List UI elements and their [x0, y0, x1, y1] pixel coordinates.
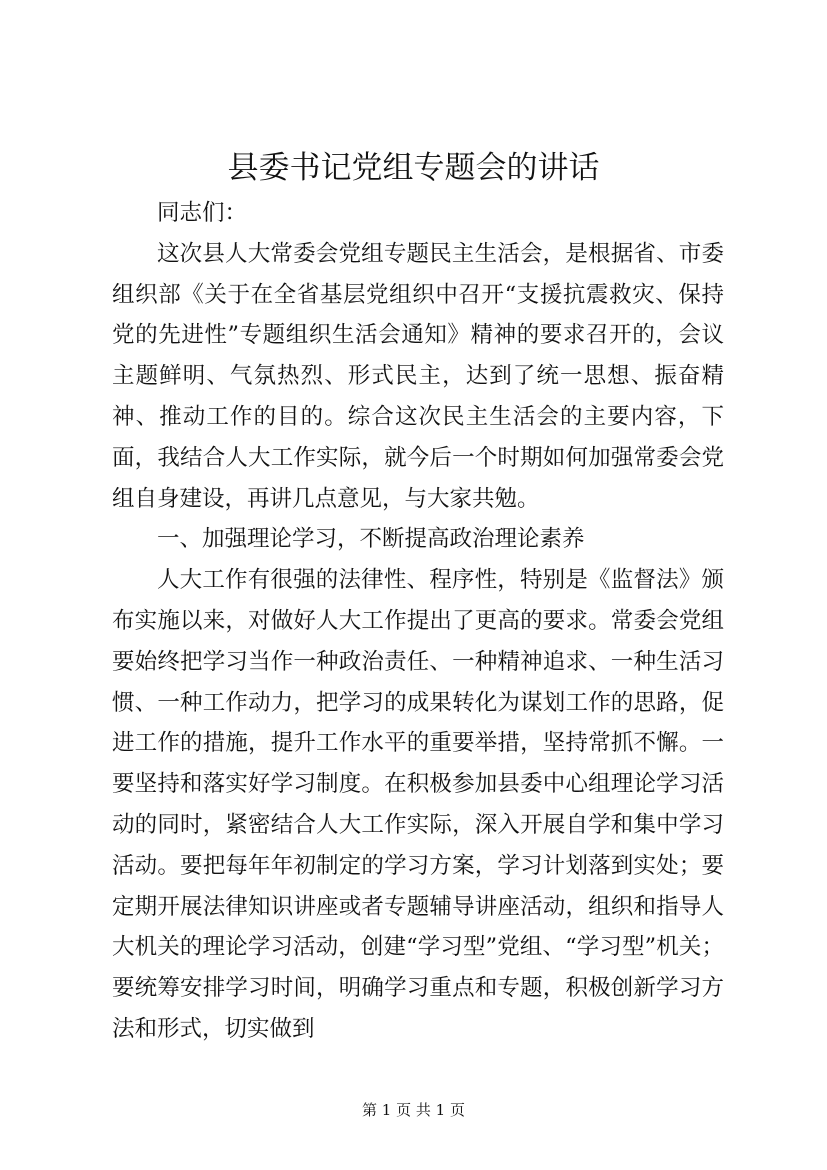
page-footer: 第 1 页 共 1 页: [362, 1101, 465, 1119]
section-paragraph: 人大工作有很强的法律性、程序性，特别是《监督法》颁布实施以来，对做好人大工作提出了更高的要求。常委会党组要始终把学习当作一种政治责任、一种精神追求、一种生活习惯、一种工作动力，把学习的成果转化为谋划工作的思路，促进工作的措施，提升工作水平的重要举措，坚持常抓不懈。一要坚持和落实好学习制度。在积极参加县委中心组理论学习活动的同时，紧密结合人大工作实际，深入开展自学和集中学习活动。要把每年年初制定的学习方案，学习计划落到实处；要定期开展法律知识讲座或者专题辅导讲座活动，组织和指导人大机关的理论学习活动，创建“学习型”党组、“学习型”机关；要统筹安排学习时间，明确学习重点和专题，积极创新学习方法和形式，切实做到: [112, 567, 724, 1042]
document-body: [112, 193, 724, 1050]
document-title: 县委书记党组专题会的讲话: [227, 150, 600, 186]
salutation-paragraph: 同志们：: [157, 200, 248, 226]
section-heading: 一、加强理论学习，不断提高政治理论素养: [157, 526, 585, 553]
intro-paragraph: 这次县人大常委会党组专题民主生活会，是根据省、市委组织部《关于在全省基层党组织中召开“支援抗震救灾、保持党的先进性”专题组织生活会通知》精神的要求召开的，会议主题鲜明、气氛热烈、形式民主，达到了统一思想、振奋精神、推动工作的目的。综合这次民主生活会的主要内容，下面，我结合人大工作实际，就今后一个时期如何加强常委会党组自身建设，再讲几点意见，与大家共勉。: [112, 240, 724, 512]
